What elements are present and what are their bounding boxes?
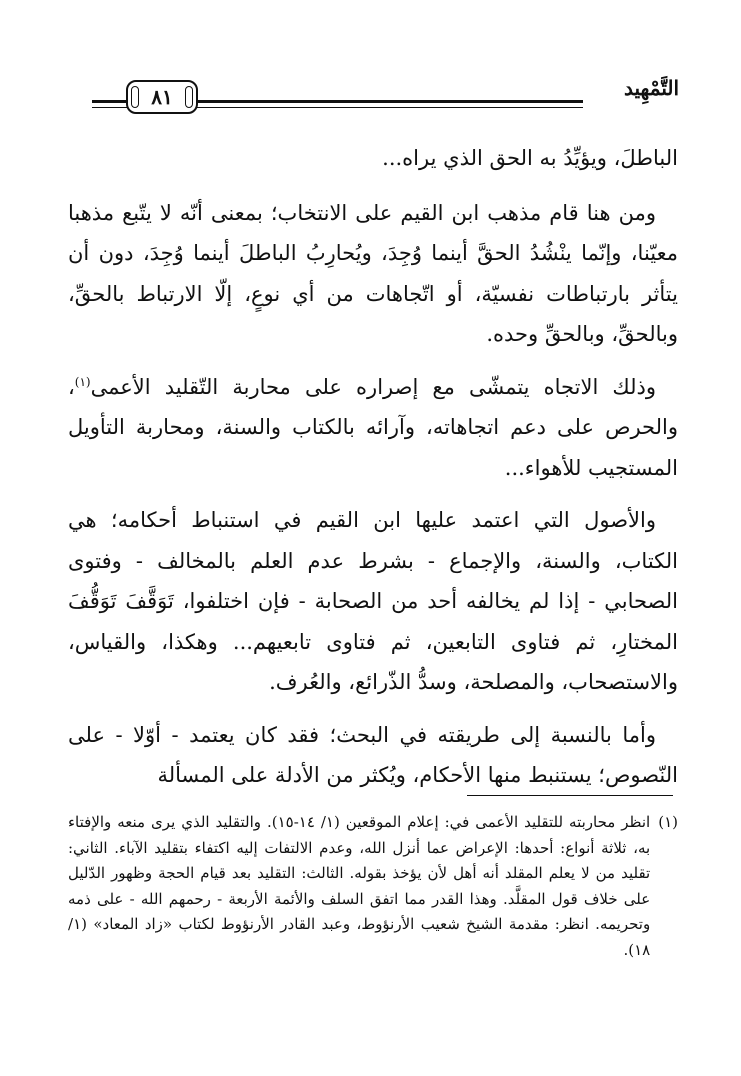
paragraph: والأصول التي اعتمد عليها ابن القيم في استنباط أحكامه؛ هي الكتاب، والسنة، والإجماع - بشرط عدم العلم بالمخالف - وفتوى الصحابي - إذا لم يخالفه أحد من الصحابة - فإن اختلفوا، تَوَقَّفَ تَوَقُّفَ المختارِ، ثم فتاوى التابعين، ثم فتاوى تابعيهم... وهكذا، والقياس، والاستصحاب، والمصلحة، وسدُّ الذّرائع، والعُرف. bbox=[68, 508, 678, 694]
footnote bbox=[68, 810, 678, 963]
footnote-number: (١) bbox=[658, 813, 678, 831]
footnote-separator bbox=[467, 795, 673, 796]
paragraph: ومن هنا قام مذهب ابن القيم على الانتخاب؛ بمعنى أنّه لا يتّبع مذهبا معيّنا، وإنّما ينْشُدُ الحقَّ أينما وُجِدَ، ويُحارِبُ الباطلَ أينما وُجِدَ، دون أن يتأثر بارتباطات نفسيّة، أو اتّجاهات من أي نوعٍ، إلّا الارتباط بالحقِّ، وبالحقِّ، وبالحقِّ وحده. bbox=[68, 200, 678, 346]
paragraph: وأما بالنسبة إلى طريقته في البحث؛ فقد كان يعتمد - أوّلا - على النّصوص؛ يستنبط منها الأحكام، ويُكثر من الأدلة على المسألة bbox=[68, 722, 678, 787]
paragraph-text: ، والحرص على دعم اتجاهاته، وآرائه بالكتاب والسنة، ومحاربة التأويل المستجيب للأهواء... bbox=[68, 374, 678, 480]
main-text bbox=[68, 138, 678, 808]
page-number: ٨١ bbox=[151, 85, 173, 109]
paragraph: الباطلَ، ويؤيِّدُ به الحق الذي يراه... bbox=[382, 146, 678, 170]
page-number-frame bbox=[126, 80, 198, 114]
footnote-text: انظر محاربته للتقليد الأعمى في: إعلام الموقعين (١/ ١٤-١٥). والتقليد الذي يرى منعه والإفتاء به، ثلاثة أنواع: أحدها: الإعراض عما أنزل الله، وعدم الالتفات إليه اكتفاء بتقليد الآباء. الثاني: تقليد من لا يعلم المقلد أنه أهل لأن يؤخذ بقوله. الثالث: التقليد بعد قيام الحجة وظهور الدّليل على خلاف قول المقلَّد. وهذا القدر مما اتفق السلف والأئمة الأربعة - رحمهم الله - على ذمه وتحريمه. انظر: مقدمة الشيخ شعيب الأرنؤوط، وعبد القادر الأرنؤوط لكتاب «زاد المعاد» (١/ ١٨). bbox=[68, 813, 651, 959]
footnotes bbox=[68, 810, 678, 963]
paragraph-text: وذلك الاتجاه يتمشّى مع إصراره على محاربة التّقليد الأعمى bbox=[90, 374, 656, 399]
running-title: التَّمْهِيد bbox=[624, 76, 679, 100]
footnote-reference: (١) bbox=[74, 374, 91, 389]
paragraph bbox=[68, 367, 678, 489]
running-header bbox=[92, 72, 679, 120]
